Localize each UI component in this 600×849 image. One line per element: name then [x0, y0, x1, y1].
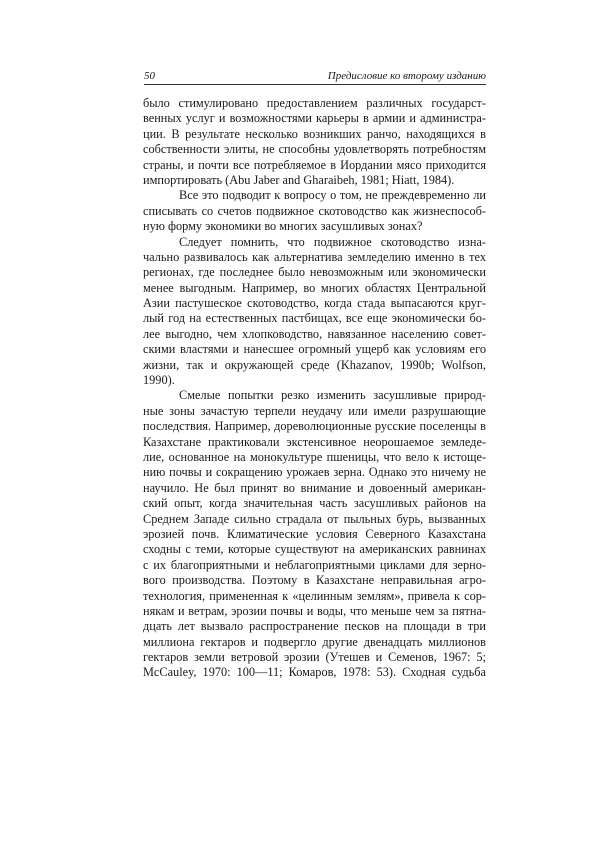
text-line: страны, и почти все потребляемое в Иордании мясо приходится — [143, 157, 486, 172]
text-line: Азии пастушеское скотоводство, когда стада выпасаются круг- — [143, 296, 486, 311]
text-line: эрозией почв. Климатические условия Северного Казахстана — [143, 526, 486, 541]
running-head: Предисловие ко второму изданию — [327, 70, 486, 82]
text-line: сходны с теми, которые существуют на американских равнинах — [143, 542, 486, 557]
text-line: научило. Не был принят во внимание и довоенный американ- — [143, 480, 486, 495]
text-line: лый год на естественных пастбищах, все еще экономически бо- — [143, 311, 486, 326]
text-line: ции. В результате несколько возникших ранчо, находящихся в — [143, 126, 486, 141]
text-line: венных услуг и возможностями карьеры в армии и администра- — [143, 111, 486, 126]
text-line: чально развивалось как альтернатива земледелию именно в тех — [143, 249, 486, 264]
text-line: импортировать (Abu Jaber and Gharaibeh, 1981; Hiatt, 1984). — [143, 172, 455, 187]
text-line: ский опыт, когда значительная часть засушливых районов на — [143, 496, 486, 511]
text-line: лее выгодно, чем хлопководство, навязанное населению совет- — [143, 326, 486, 341]
text-line: ные зоны зачастую терпели неудачу или имели разрушающие — [143, 403, 486, 418]
text-line: някам и ветрам, эрозии почвы и воды, что меньше чем за пятна- — [143, 603, 486, 618]
text-line: списывать со счетов подвижное скотоводство как жизнеспособ- — [143, 203, 486, 218]
text-line: вого производства. Поэтому в Казахстане неправильная агро- — [143, 573, 486, 588]
text-line: Следует помнить, что подвижное скотоводство изна- — [179, 234, 486, 249]
body-text — [143, 96, 486, 681]
text-line: регионах, где последнее было невозможным или экономически — [143, 265, 486, 280]
page-header — [144, 70, 486, 85]
text-line: миллиона гектаров и подвергло другие двенадцать миллионов — [143, 634, 486, 649]
text-line: технология, примененная к «целинным землям», привела к сор- — [143, 588, 486, 603]
text-line: скими властями и нанесшее огромный ущерб как условиям его — [143, 342, 486, 357]
text-line: с их благоприятными и неблагоприятными циклами для зерно- — [143, 557, 486, 572]
text-line: Смелые попытки резко изменить засушливые природ- — [179, 388, 486, 403]
text-line: 1990). — [143, 373, 175, 388]
text-line: Все это подводит к вопросу о том, не преждевременно ли — [179, 188, 486, 203]
text-line: Казахстане практиковали экстенсивное неорошаемое земледе- — [143, 434, 486, 449]
text-line: дцать лет вызвало распространение песков на площади в три — [143, 619, 486, 634]
text-line: McCauley, 1970: 100—11; Комаров, 1978: 53). Сходная судьба — [143, 665, 486, 680]
text-line: последствия. Например, дореволюционные русские поселенцы в — [143, 419, 486, 434]
text-line: ную форму экономики во многих засушливых зонах? — [143, 219, 423, 234]
text-line: было стимулировано предоставлением различных государст- — [143, 96, 486, 110]
text-line: жизни, так и окружающей среде (Khazanov, 1990b; Wolfson, — [143, 357, 486, 372]
text-line: нию почвы и сокращению урожаев зерна. Однако это ничему не — [143, 465, 486, 480]
page-number: 50 — [144, 70, 155, 82]
text-line: гектаров земли ветровой эрозии (Утешев и Семенов, 1967: 5; — [143, 650, 486, 665]
text-line: Среднем Западе сильно страдала от пыльных бурь, вызванных — [143, 511, 486, 526]
text-line: собственности элиты, не способны удовлетворять потребностям — [143, 142, 486, 157]
text-line: лие, основанное на монокультуре пшеницы, что вело к истоще- — [143, 449, 486, 464]
text-line: менее выгодным. Например, во многих областях Центральной — [143, 280, 486, 295]
